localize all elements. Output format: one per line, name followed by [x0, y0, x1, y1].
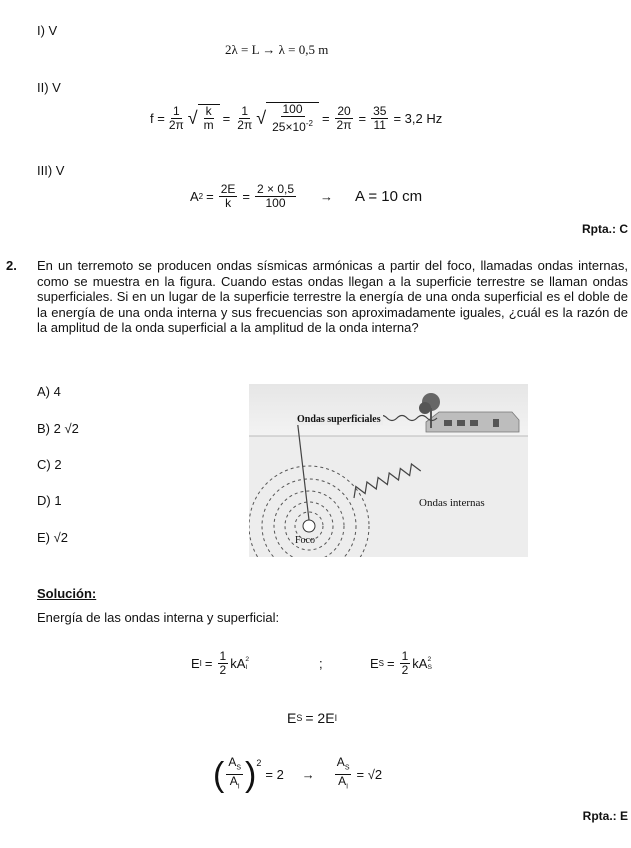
subscript: I [237, 783, 240, 791]
arrow: → [301, 767, 315, 783]
symbol-e: E [191, 656, 200, 671]
option-e: E) √2 [37, 530, 68, 545]
subscript: S [296, 713, 303, 723]
symbol-ka: kA [230, 656, 246, 671]
item-ii-equation [150, 102, 442, 134]
frac-num: 1 [172, 103, 180, 118]
separator: ; [319, 656, 323, 671]
frac-den: 2 [401, 663, 409, 677]
subscript: I [334, 713, 338, 723]
right-paren: ) [245, 755, 257, 794]
option-b: B) 2 √2 [37, 421, 79, 436]
eq-lhs: A [190, 189, 199, 204]
subscript: S [427, 663, 432, 671]
frac-den: 2π [168, 117, 184, 132]
exponent: -2 [305, 119, 313, 128]
symbol-ka: kA [412, 656, 428, 671]
frac-num: 1 [401, 649, 409, 663]
frac-num: 20 [337, 103, 351, 118]
eq-f: f = [150, 110, 165, 126]
symbol-a: A [336, 755, 345, 769]
sqrt-sign: √ [187, 107, 198, 128]
eq-result: = √2 [356, 767, 383, 783]
symbol-e: E [287, 710, 297, 726]
frac-den: 25×10 [272, 120, 306, 134]
frac-num: 1 [219, 649, 227, 663]
energy-ratio-eq [287, 710, 337, 726]
left-paren: ( [213, 755, 225, 794]
answer-e: Rpta.: E [582, 809, 628, 823]
eq-sign: = [206, 189, 214, 204]
frac-num: 1 [241, 103, 249, 118]
frac-num: 100 [282, 102, 303, 116]
subscript: S [344, 764, 350, 772]
eq-rhs: = 2 [265, 767, 284, 783]
symbol-a: A [228, 755, 237, 769]
eq-sign: = [358, 110, 367, 126]
solution-intro: Energía de las ondas interna y superficial: [37, 610, 280, 625]
solution-heading: Solución: [37, 586, 97, 601]
energy-internal-eq: E I = $\frac{1}{2}$ kA 2 I [191, 649, 250, 677]
frac-num: 2E [220, 182, 236, 196]
subscript: S [378, 659, 385, 668]
eq-sign: = [242, 189, 250, 204]
amplitude-ratio-eq [213, 756, 382, 794]
superscript: 2 [245, 655, 250, 663]
exponent: 2 [198, 192, 204, 201]
subscript: I [199, 659, 202, 668]
frac-den: m [203, 118, 214, 132]
item-iii-equation [190, 183, 422, 210]
superscript: 2 [427, 655, 432, 663]
question-number: 2. [6, 258, 17, 273]
symbol-e: E [370, 656, 379, 671]
item-i-label: I) V [37, 23, 58, 38]
frac-den: 2π [336, 117, 352, 132]
option-d: D) 1 [37, 493, 62, 508]
item-ii-label: II) V [37, 80, 61, 95]
eq-result: = 3,2 Hz [393, 110, 443, 126]
label-surface-waves: Ondas superficiales [297, 414, 381, 425]
frac-den: 11 [373, 117, 386, 132]
answer-c: Rpta.: C [582, 222, 628, 236]
sqrt-sign: √ [256, 107, 267, 128]
frac-num: k [205, 104, 212, 118]
eq-sign: = [222, 110, 231, 126]
question-text: En un terremoto se producen ondas sísmicas armónicas a partir del foco, llamadas ondas internas, como se muestra en la figura. Cuando estas ondas llegan a la superficie terrestre se llaman ondas superficiales. Si en un lugar de la superficie terrestre la energía de una onda superficial es el doble de la energía de una onda interna y sus frecuencias son aproximadamente iguales, ¿cuál es la razón de la amplitud de la onda superficial a la amplitud de la onda interna? [37, 258, 628, 335]
frac-den: 2π [237, 117, 253, 132]
eq-sign: = [321, 110, 330, 126]
frac-den: 2 [219, 663, 227, 677]
frac-den: 100 [265, 196, 286, 210]
subscript: I [245, 663, 248, 671]
arrow: → [320, 189, 334, 204]
eq-rhs: = 2E [305, 710, 335, 726]
subscript: I [346, 783, 349, 791]
frac-num: 2 × 0,5 [257, 182, 295, 196]
energy-surface-eq: E S = $\frac{1}{2}$ kA 2 S [370, 649, 432, 677]
subscript: S [236, 764, 242, 772]
label-internal-waves: Ondas internas [419, 497, 485, 509]
item-i-equation: 2λ = L → λ = 0,5 m [225, 42, 329, 57]
label-focus: Foco [295, 535, 315, 546]
frac-den: k [225, 196, 232, 210]
superscript: 2 [256, 758, 262, 768]
option-a: A) 4 [37, 384, 61, 399]
symbol-a: A [338, 774, 347, 789]
symbol-a: A [229, 774, 238, 789]
item-iii-label: III) V [37, 163, 65, 178]
earthquake-figure [249, 384, 528, 557]
option-c: C) 2 [37, 457, 62, 472]
frac-num: 35 [373, 103, 387, 118]
eq-result: A = 10 cm [355, 188, 423, 205]
